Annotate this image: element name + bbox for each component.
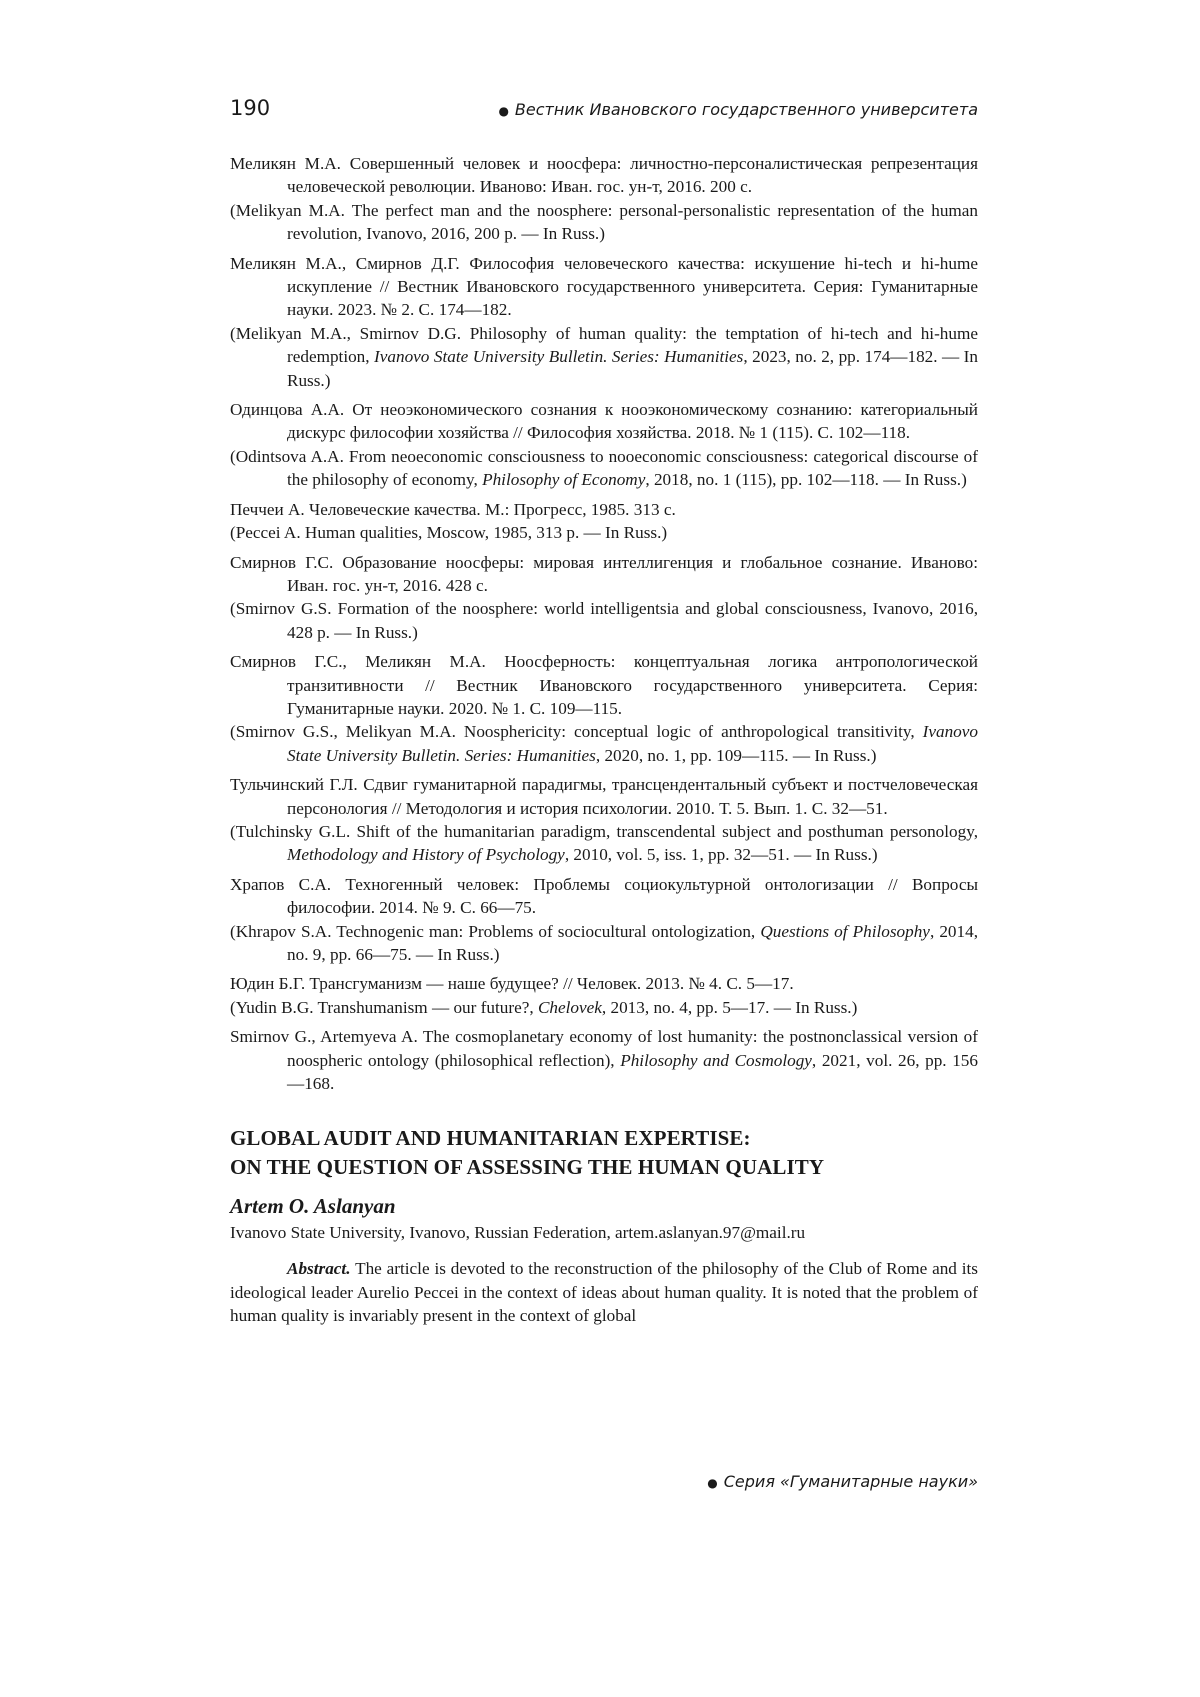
page (230, 96, 978, 1328)
reference-en-odintsova-2018: (Odintsova A.A. From neoeconomic consciousness to nooeconomic consciousness: categorical discourse of the philosophy of economy, Philosophy of Economy, 2018, no. 1 (115), pp. 102—118. — In Russ.) (230, 445, 978, 492)
page-number: 190 (230, 96, 270, 120)
abstract-label: Abstract. (287, 1259, 351, 1278)
reference-ru-odintsova-2018: Одинцова А.А. От неоэкономического сознания к нооэкономическому сознанию: категориальный дискурс философии хозяйства // Философия хозяйства. 2018. № 1 (115). С. 102—118. (230, 398, 978, 445)
reference-ru-tulchinsky-2010: Тульчинский Г.Л. Сдвиг гуманитарной парадигмы, трансцендентальный субъект и постчеловеческая персонология // Методология и история психологии. 2010. Т. 5. Вып. 1. С. 32—51. (230, 773, 978, 820)
reference-en-smirnov-melikyan-2020: (Smirnov G.S., Melikyan M.A. Noosphericity: conceptual logic of anthropological transitivity, Ivanovo State University Bulletin. Series: Humanities, 2020, no. 1, pp. 109—115. — In Russ.) (230, 720, 978, 767)
reference-smirnov-artemyeva-2021: Smirnov G., Artemyeva A. The cosmoplanetary economy of lost humanity: the postnonclassical version of noospheric ontology (philosophical reflection), Philosophy and Cosmology, 2021, vol. 26, pp. 156—168. (230, 1025, 978, 1095)
reference-ru-melikyan-2016: Меликян М.А. Совершенный человек и ноосфера: личностно-персоналистическая репрезентация человеческой революции. Иваново: Иван. гос. ун-т, 2016. 200 с. (230, 152, 978, 199)
running-head (230, 96, 978, 136)
journal-name (498, 100, 978, 119)
reference-ru-yudin-2013: Юдин Б.Г. Трансгуманизм — наше будущее? // Человек. 2013. № 4. С. 5—17. (230, 972, 978, 995)
article-title-line-1: GLOBAL AUDIT AND HUMANITARIAN EXPERTISE: (230, 1124, 978, 1153)
abstract-text: The article is devoted to the reconstruction of the philosophy of the Club of Rome and its ideological leader Aurelio Peccei in the context of ideas about human quality. It is noted that the problem of human quality is invariably present in the context of global (230, 1259, 978, 1325)
article-title (230, 1124, 978, 1182)
reference-en-melikyan-smirnov-2023: (Melikyan M.A., Smirnov D.G. Philosophy of human quality: the temptation of hi-tech and hi-hume redemption, Ivanovo State University Bulletin. Series: Humanities, 2023, no. 2, pp. 174—182. — In Russ.) (230, 322, 978, 392)
reference-en-melikyan-2016: (Melikyan M.A. The perfect man and the noosphere: personal-personalistic representation of the human revolution, Ivanovo, 2016, 200 p. — In Russ.) (230, 199, 978, 246)
running-footer (707, 1472, 978, 1491)
author-affiliation: Ivanovo State University, Ivanovo, Russian Federation, artem.aslanyan.97@mail.ru (230, 1221, 978, 1244)
reference-ru-peccei-1985: Печчеи А. Человеческие качества. М.: Прогресс, 1985. 313 с. (230, 498, 978, 521)
author-name: Artem O. Aslanyan (230, 1191, 978, 1221)
bullet-icon: ● (707, 1476, 717, 1490)
reference-en-peccei-1985: (Peccei A. Human qualities, Moscow, 1985, 313 p. — In Russ.) (230, 521, 978, 544)
reference-ru-smirnov-2016: Смирнов Г.С. Образование ноосферы: мировая интеллигенция и глобальное сознание. Иваново: Иван. гос. ун-т, 2016. 428 с. (230, 551, 978, 598)
article-title-line-2: ON THE QUESTION OF ASSESSING THE HUMAN QUALITY (230, 1153, 978, 1182)
abstract (230, 1257, 978, 1327)
journal-title: Вестник Ивановского государственного университета (515, 100, 978, 119)
reference-en-khrapov-2014: (Khrapov S.A. Technogenic man: Problems of sociocultural ontologization, Questions of Philosophy, 2014, no. 9, pp. 66—75. — In Russ.) (230, 920, 978, 967)
bullet-icon: ● (498, 104, 508, 118)
series-title: Серия «Гуманитарные науки» (724, 1472, 978, 1491)
reference-ru-khrapov-2014: Храпов С.А. Техногенный человек: Проблемы социокультурной онтологизации // Вопросы философии. 2014. № 9. С. 66—75. (230, 873, 978, 920)
reference-list (230, 152, 978, 1095)
reference-en-yudin-2013: (Yudin B.G. Transhumanism — our future?, Chelovek, 2013, no. 4, pp. 5—17. — In Russ.) (230, 996, 978, 1019)
reference-ru-smirnov-melikyan-2020: Смирнов Г.С., Меликян М.А. Ноосферность: концептуальная логика антропологической транзитивности // Вестник Ивановского государственного университета. Серия: Гуманитарные науки. 2020. № 1. С. 109—115. (230, 650, 978, 720)
reference-ru-melikyan-smirnov-2023: Меликян М.А., Смирнов Д.Г. Философия человеческого качества: искушение hi-tech и hi-hume искупление // Вестник Ивановского государственного университета. Серия: Гуманитарные науки. 2023. № 2. С. 174—182. (230, 252, 978, 322)
reference-en-tulchinsky-2010: (Tulchinsky G.L. Shift of the humanitarian paradigm, transcendental subject and posthuman personology, Methodology and History of Psychology, 2010, vol. 5, iss. 1, pp. 32—51. — In Russ.) (230, 820, 978, 867)
reference-en-smirnov-2016: (Smirnov G.S. Formation of the noosphere: world intelligentsia and global consciousness, Ivanovo, 2016, 428 p. — In Russ.) (230, 597, 978, 644)
